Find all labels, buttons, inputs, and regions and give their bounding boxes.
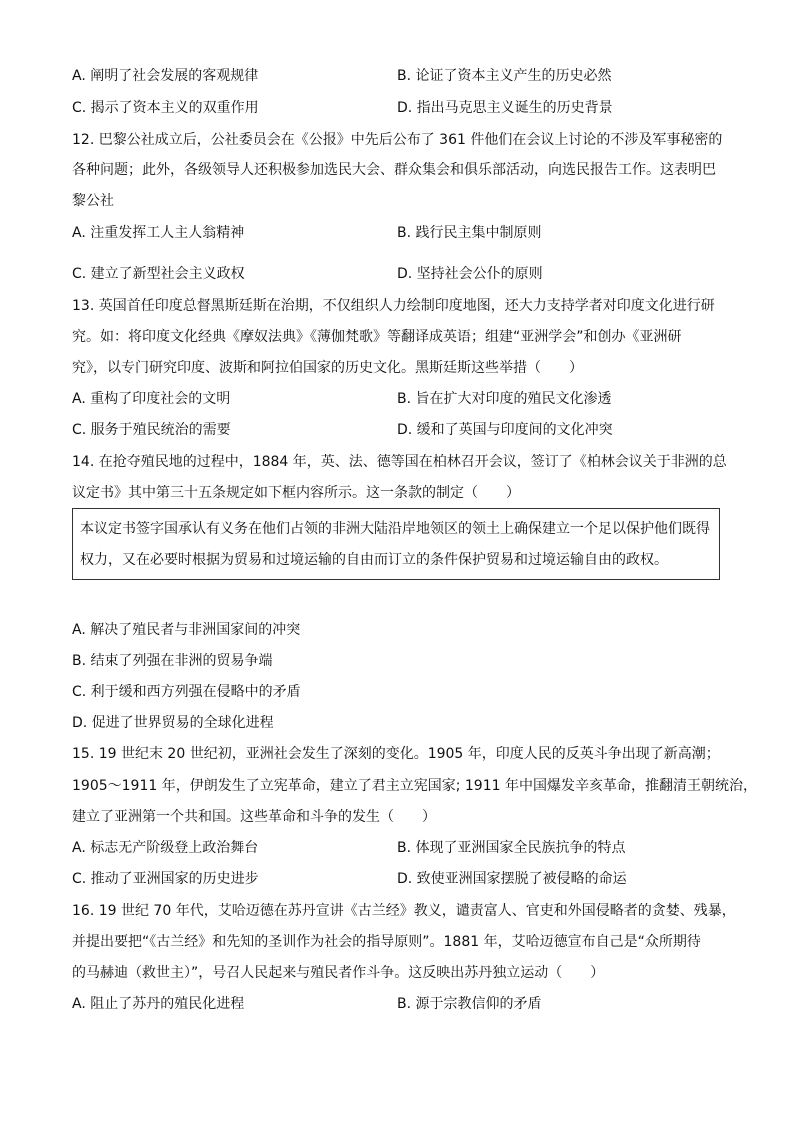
q12-stem-line-2: 各种问题；此外，各级领导人还积极参加选民大会、群众集会和俱乐部活动，向选民报告工作。这表明巴 (72, 162, 716, 178)
q13-option-a[interactable]: A. 重构了印度社会的文明 (72, 391, 231, 407)
q16-stem-line-1: 16. 19 世纪 70 年代，艾哈迈德在苏丹宣讲《古兰经》教义，谴责富人、官吏和外国侵略者的贪婪、残暴， (72, 903, 736, 919)
q13-stem-line-3: 究》，以专门研究印度、波斯和阿拉伯国家的历史文化。黑斯廷斯这些举措（ ） (72, 360, 583, 376)
q11-option-d[interactable]: D. 指出马克思主义诞生的历史背景 (397, 100, 613, 116)
q14-option-b[interactable]: B. 结束了列强在非洲的贸易争端 (72, 653, 273, 669)
q15-option-b[interactable]: B. 体现了亚洲国家全民族抗争的特点 (397, 840, 626, 856)
q14-option-a[interactable]: A. 解决了殖民者与非洲国家间的冲突 (72, 622, 301, 638)
q15-stem-line-2: 1905～1911 年，伊朗发生了立宪革命，建立了君主立宪国家; 1911 年中国爆发辛亥革命，推翻清王朝统治， (72, 778, 757, 794)
q12-option-c[interactable]: C. 建立了新型社会主义政权 (72, 266, 245, 282)
q15-option-a[interactable]: A. 标志无产阶级登上政治舞台 (72, 840, 259, 856)
q14-stem-line-1: 14. 在抢夺殖民地的过程中，1884 年，英、法、德等国在柏林召开会议，签订了《柏林会议关于非洲的总 (72, 454, 727, 470)
q16-option-b[interactable]: B. 源于宗教信仰的矛盾 (397, 996, 542, 1012)
q11-option-a[interactable]: A. 阐明了社会发展的客观规律 (72, 68, 259, 84)
q14-option-c[interactable]: C. 利于缓和西方列强在侵略中的矛盾 (72, 684, 301, 700)
q14-quote-line-2: 权力，又在必要时根据为贸易和过境运输的自由而订立的条件保护贸易和过境运输自由的政权。 (80, 552, 668, 568)
q15-option-d[interactable]: D. 致使亚洲国家摆脱了被侵略的命运 (397, 871, 627, 887)
q11-option-c[interactable]: C. 揭示了资本主义的双重作用 (72, 100, 259, 116)
q13-stem-line-1: 13. 英国首任印度总督黑斯廷斯在治期，不仅组织人力绘制印度地图，还大力支持学者对印度文化进行研 (72, 298, 715, 314)
q14-quote-line-1: 本议定书签字国承认有义务在他们占领的非洲大陆沿岸地领区的领土上确保建立一个足以保护他们既得 (80, 521, 710, 537)
q13-option-c[interactable]: C. 服务于殖民统治的需要 (72, 422, 231, 438)
q13-option-d[interactable]: D. 缓和了英国与印度间的文化冲突 (397, 422, 613, 438)
q14-quote-box (72, 508, 720, 580)
q12-stem-line-1: 12. 巴黎公社成立后，公社委员会在《公报》中先后公布了 361 件他们在会议上讨论的不涉及军事秘密的 (72, 132, 723, 148)
q15-stem-line-1: 15. 19 世纪末 20 世纪初，亚洲社会发生了深刻的变化。1905 年，印度人民的反英斗争出现了新高潮； (72, 746, 720, 762)
q16-stem-line-2: 并提出要把“《古兰经》和先知的圣训作为社会的指导原则”。1881 年，艾哈迈德宣布自己是“众所期待 (72, 934, 701, 950)
q15-stem-line-3: 建立了亚洲第一个共和国。这些革命和斗争的发生（ ） (72, 809, 436, 825)
q12-option-a[interactable]: A. 注重发挥工人主人翁精神 (72, 225, 245, 241)
q13-option-b[interactable]: B. 旨在扩大对印度的殖民文化渗透 (397, 391, 612, 407)
q12-stem-line-3: 黎公社 (72, 193, 114, 209)
q16-option-a[interactable]: A. 阻止了苏丹的殖民化进程 (72, 996, 245, 1012)
q12-option-b[interactable]: B. 践行民主集中制原则 (397, 225, 542, 241)
q12-option-d[interactable]: D. 坚持社会公仆的原则 (397, 266, 543, 282)
q14-option-d[interactable]: D. 促进了世界贸易的全球化进程 (72, 715, 274, 731)
q14-stem-line-2: 议定书》其中第三十五条规定如下框内容所示。这一条款的制定（ ） (72, 485, 520, 501)
q15-option-c[interactable]: C. 推动了亚洲国家的历史进步 (72, 871, 259, 887)
q16-stem-line-3: 的马赫迪（救世主）”，号召人民起来与殖民者作斗争。这反映出苏丹独立运动（ ） (72, 965, 605, 981)
q11-option-b[interactable]: B. 论证了资本主义产生的历史必然 (397, 68, 612, 84)
q13-stem-line-2: 究。如：将印度文化经典《摩奴法典》《薄伽梵歌》等翻译成英语；组建“亚洲学会”和创办《亚洲研 (72, 329, 682, 345)
